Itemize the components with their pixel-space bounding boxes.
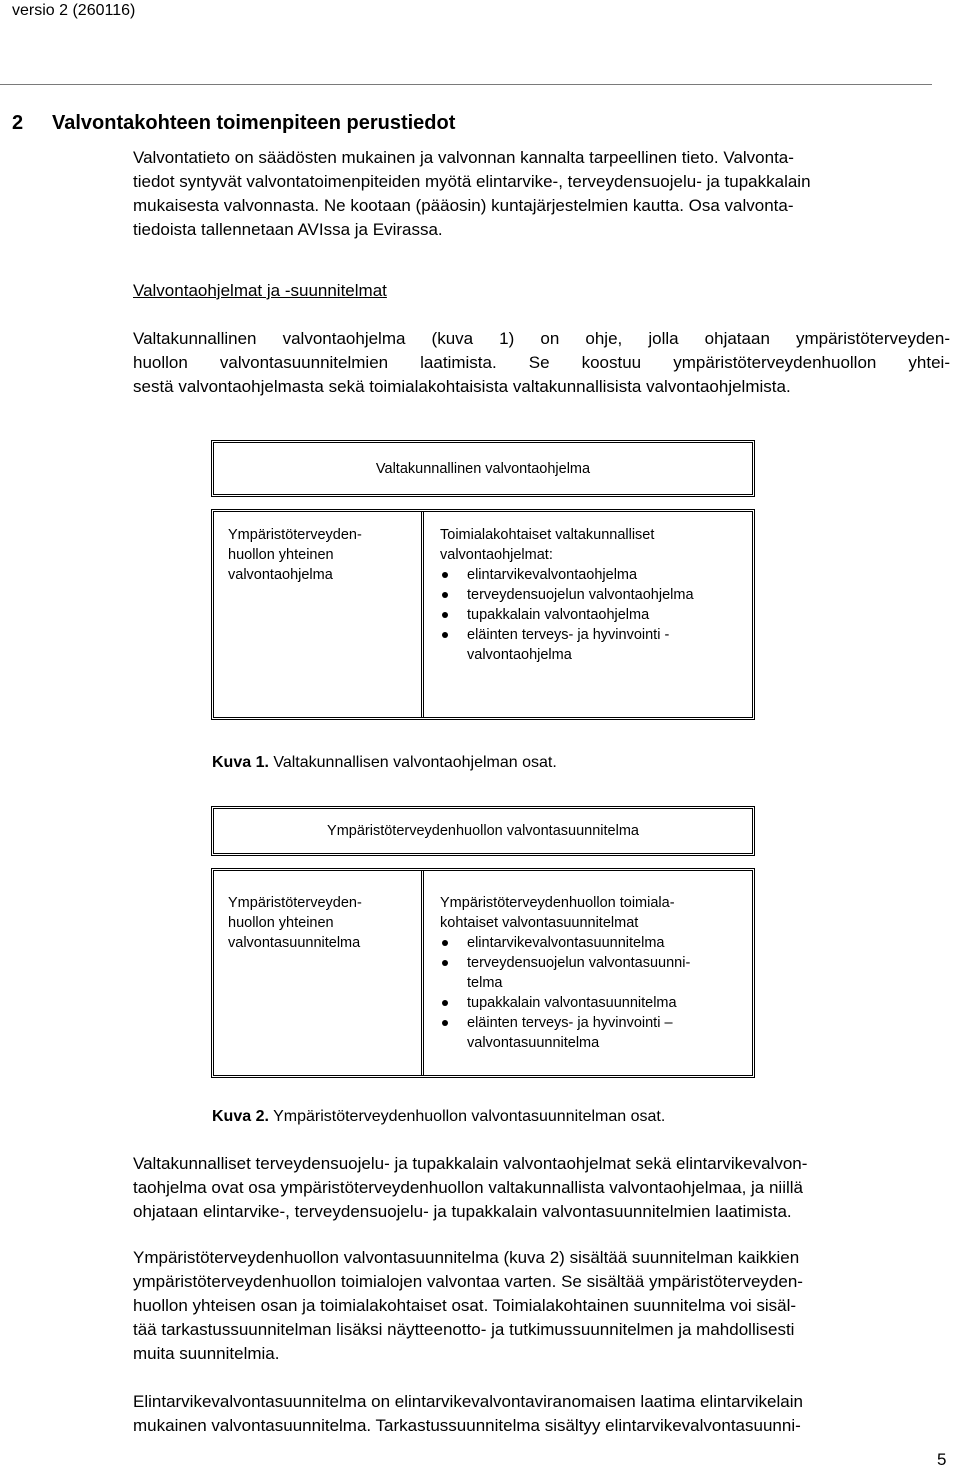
cell-line: kohtaiset valvontasuunnitelmat [440, 915, 639, 931]
list-item-text: tupakkalain valvontasuunnitelma [467, 995, 677, 1011]
cell-line: Ympäristöterveyden- [228, 895, 362, 911]
paragraph-line: tiedoista tallennetaan AVIssa ja Evirassa. [133, 220, 443, 239]
bullet-icon [442, 960, 448, 966]
paragraph-line: mukaisesta valvonnasta. Ne kootaan (pääosin) kuntajärjestelmien kautta. Osa valvonta- [133, 196, 794, 215]
paragraph-2 [133, 327, 950, 399]
list-item [440, 993, 690, 1013]
paragraph-line: taohjelma ovat osa ympäristöterveydenhuollon valtakunnallista valvontaohjelmaa, ja niillä [133, 1178, 803, 1197]
figure1-divider [421, 512, 424, 717]
paragraph-line: Valvontatieto on säädösten mukainen ja valvonnan kannalta tarpeellinen tieto. Valvonta- [133, 148, 794, 167]
list-item-text: elintarvikevalvontaohjelma [467, 567, 638, 583]
bullet-icon [442, 632, 448, 638]
list-item-text: terveydensuojelun valvontaohjelma [467, 587, 694, 603]
paragraph-line: tiedot syntyvät valvontatoimenpiteiden myötä elintarvike-, terveydensuojelu- ja tupakkalain [133, 172, 811, 191]
subheading: Valvontaohjelmat ja -suunnitelmat [133, 281, 387, 300]
cell-line: Ympäristöterveyden- [228, 527, 362, 543]
caption-text: Ympäristöterveydenhuollon valvontasuunnitelman osat. [268, 1108, 666, 1125]
cell-line: huollon yhteinen [228, 547, 334, 563]
figure2-caption [212, 1106, 665, 1128]
cell-line: valvontaohjelma [228, 567, 333, 583]
figure1-list [440, 565, 694, 665]
paragraph-line: Valtakunnalliset terveydensuojelu- ja tupakkalain valvontaohjelmat sekä elintarvikevalvon- [133, 1154, 808, 1173]
cell-line: huollon yhteinen [228, 915, 334, 931]
caption-label: Kuva 1. [212, 754, 269, 771]
caption-label: Kuva 2. [212, 1108, 269, 1125]
paragraph-4 [133, 1246, 950, 1366]
figure1-caption [212, 752, 557, 774]
figure1-top-label: Valtakunnallinen valvontaohjelma [375, 460, 591, 477]
paragraph-line: huollon valvontasuunnitelmien laatimista. Se koostuu ympäristöterveydenhuollon yhtei- [133, 353, 950, 372]
list-item [440, 953, 690, 993]
paragraph-line: ympäristöterveydenhuollon toimialojen valvontaa varten. Se sisältää ympäristöterveyden- [133, 1272, 803, 1291]
figure1-left-cell [228, 525, 362, 585]
bullet-icon [442, 572, 448, 578]
cell-line: Toimialakohtaiset valtakunnalliset [440, 527, 655, 543]
list-item [440, 585, 694, 605]
paragraph-line: Elintarvikevalvontasuunnitelma on elintarvikevalvontaviranomaisen laatima elintarvikelain [133, 1392, 803, 1411]
paragraph-1 [133, 146, 950, 242]
page-number: 5 [937, 1450, 947, 1469]
list-item [440, 605, 694, 625]
cell-line: Ympäristöterveydenhuollon toimiala- [440, 895, 675, 911]
list-item-text: terveydensuojelun valvontasuunni- [467, 955, 691, 971]
header-rule [0, 84, 932, 85]
bullet-icon [442, 1020, 448, 1026]
list-item-text: valvontaohjelma [467, 647, 572, 663]
caption-text: Valtakunnallisen valvontaohjelman osat. [268, 754, 557, 771]
section-number: 2 [12, 112, 24, 134]
paragraph-line: sestä valvontaohjelmasta sekä toimialakohtaisista valtakunnallisista valvontaohjelmista. [133, 377, 791, 396]
list-item-text: eläinten terveys- ja hyvinvointi - [467, 627, 670, 643]
section-title: Valvontakohteen toimenpiteen perustiedot [52, 112, 456, 134]
bullet-icon [442, 940, 448, 946]
paragraph-5 [133, 1390, 950, 1438]
bullet-icon [442, 592, 448, 598]
paragraph-line: mukainen valvontasuunnitelma. Tarkastussuunnitelma sisältyy elintarvikevalvontasuunni- [133, 1416, 801, 1435]
list-item-text: eläinten terveys- ja hyvinvointi – [467, 1015, 673, 1031]
figure2-top-label: Ympäristöterveydenhuollon valvontasuunnitelma [327, 823, 639, 839]
figure2-left-cell [228, 893, 362, 953]
cell-line: valvontasuunnitelma [228, 935, 361, 951]
section-heading [12, 110, 455, 136]
paragraph-line: muita suunnitelmia. [133, 1344, 280, 1363]
bullet-icon [442, 1000, 448, 1006]
list-item [440, 625, 694, 665]
paragraph-line: Valtakunnallinen valvontaohjelma (kuva 1) on ohje, jolla ohjataan ympäristöterveyden- [133, 329, 950, 348]
list-item-text: telma [467, 975, 503, 991]
list-item-text: valvontasuunnitelma [467, 1035, 600, 1051]
paragraph-line: Ympäristöterveydenhuollon valvontasuunnitelma (kuva 2) sisältää suunnitelman kaikkien [133, 1248, 800, 1267]
paragraph-line: ohjataan elintarvike-, terveydensuojelu- ja tupakkalain valvontasuunnitelmien laatimista. [133, 1202, 792, 1221]
page-header: versio 2 (260116) [12, 2, 136, 19]
figure1-top-box [211, 440, 755, 497]
figure2-divider [421, 871, 424, 1075]
cell-line: valvontaohjelmat: [440, 547, 553, 563]
paragraph-3 [133, 1152, 950, 1224]
list-item [440, 1013, 690, 1053]
figure1-right-cell [440, 525, 694, 665]
list-item [440, 565, 694, 585]
figure2-list [440, 933, 690, 1053]
list-item-text: elintarvikevalvontasuunnitelma [467, 935, 665, 951]
paragraph-line: tää tarkastussuunnitelman lisäksi näytteenotto- ja tutkimussuunnitelmen ja mahdollisesti [133, 1320, 795, 1339]
list-item-text: tupakkalain valvontaohjelma [467, 607, 650, 623]
figure2-right-cell [440, 893, 690, 1053]
figure2-top-box [211, 806, 755, 856]
bullet-icon [442, 612, 448, 618]
list-item [440, 933, 690, 953]
paragraph-line: huollon yhteisen osan ja toimialakohtaiset osat. Toimialakohtainen suunnitelma voi sisäl- [133, 1296, 797, 1315]
